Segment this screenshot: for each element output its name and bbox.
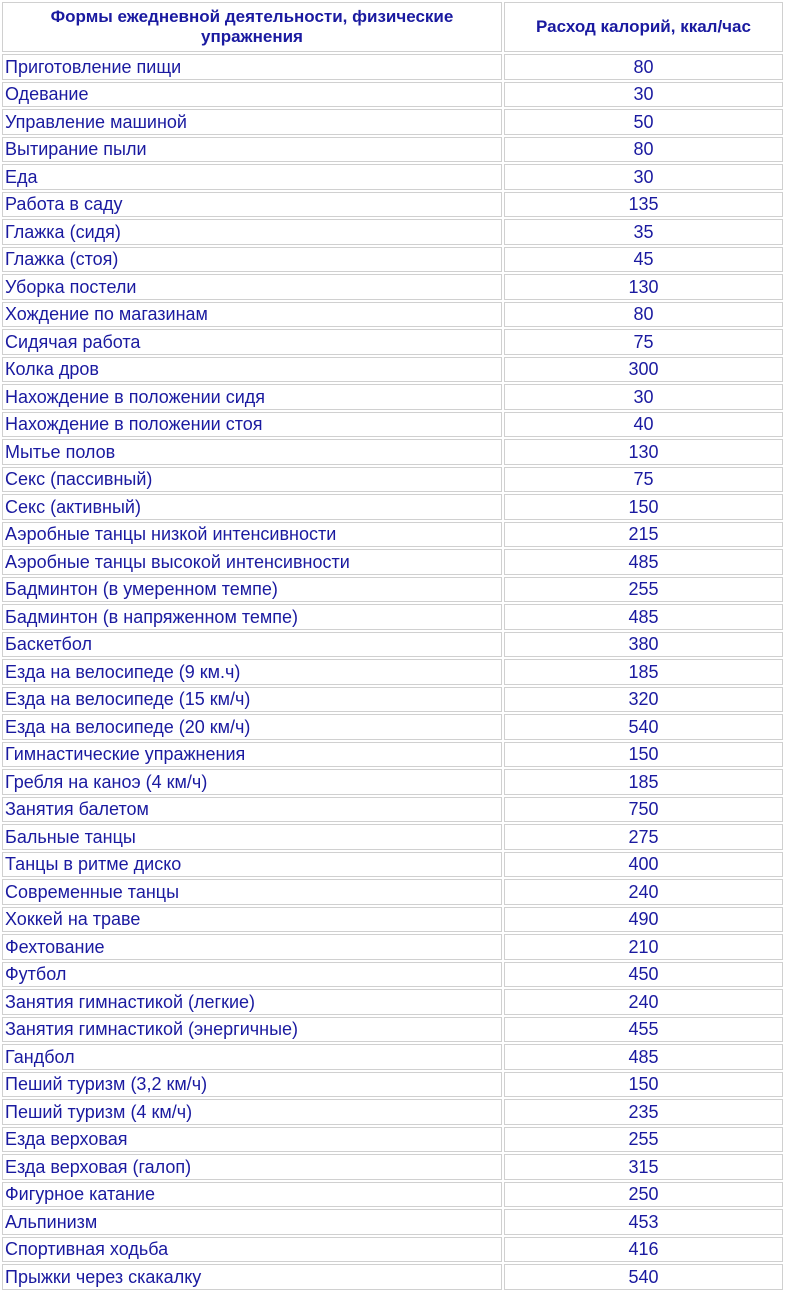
table-body	[2, 54, 783, 1290]
calories-cell: 540	[504, 714, 783, 740]
calories-cell: 80	[504, 302, 783, 328]
calories-cell: 255	[504, 577, 783, 603]
activity-cell: Уборка постели	[2, 274, 502, 300]
calories-cell: 485	[504, 549, 783, 575]
activity-cell: Аэробные танцы низкой интенсивности	[2, 522, 502, 548]
activity-cell: Фехтование	[2, 934, 502, 960]
table-row	[2, 329, 783, 355]
activity-cell: Хождение по магазинам	[2, 302, 502, 328]
calories-cell: 50	[504, 109, 783, 135]
table-row	[2, 907, 783, 933]
calories-cell: 540	[504, 1264, 783, 1290]
calories-cell: 30	[504, 82, 783, 108]
table-row	[2, 742, 783, 768]
table-row	[2, 797, 783, 823]
activity-cell: Нахождение в положении сидя	[2, 384, 502, 410]
table-row	[2, 1127, 783, 1153]
table-row	[2, 1044, 783, 1070]
table-row	[2, 137, 783, 163]
activity-cell: Езда на велосипеде (15 км/ч)	[2, 687, 502, 713]
activity-column-header: Формы ежедневной деятельности, физические упражнения	[2, 2, 502, 52]
activity-cell: Бадминтон (в напряженном темпе)	[2, 604, 502, 630]
header-row	[2, 2, 783, 52]
activity-cell: Аэробные танцы высокой интенсивности	[2, 549, 502, 575]
activity-cell: Вытирание пыли	[2, 137, 502, 163]
activity-cell: Езда на велосипеде (20 км/ч)	[2, 714, 502, 740]
calories-cell: 215	[504, 522, 783, 548]
activity-cell: Занятия балетом	[2, 797, 502, 823]
activity-cell: Приготовление пищи	[2, 54, 502, 80]
activity-cell: Гандбол	[2, 1044, 502, 1070]
activity-cell: Езда верховая (галоп)	[2, 1154, 502, 1180]
activity-cell: Колка дров	[2, 357, 502, 383]
calories-cell: 455	[504, 1017, 783, 1043]
table-row	[2, 467, 783, 493]
activity-cell: Езда верховая	[2, 1127, 502, 1153]
calories-cell: 400	[504, 852, 783, 878]
activity-cell: Пеший туризм (3,2 км/ч)	[2, 1072, 502, 1098]
activity-cell: Бадминтон (в умеренном темпе)	[2, 577, 502, 603]
table-row	[2, 1017, 783, 1043]
activity-cell: Баскетбол	[2, 632, 502, 658]
table-row	[2, 769, 783, 795]
calories-cell: 255	[504, 1127, 783, 1153]
table-row	[2, 219, 783, 245]
activity-cell: Гребля на каноэ (4 км/ч)	[2, 769, 502, 795]
table-row	[2, 632, 783, 658]
calories-cell: 453	[504, 1209, 783, 1235]
activity-cell: Глажка (сидя)	[2, 219, 502, 245]
activity-cell: Прыжки через скакалку	[2, 1264, 502, 1290]
activity-cell: Пеший туризм (4 км/ч)	[2, 1099, 502, 1125]
calories-cell: 240	[504, 879, 783, 905]
table-row	[2, 1099, 783, 1125]
activity-cell: Глажка (стоя)	[2, 247, 502, 273]
activity-cell: Хоккей на траве	[2, 907, 502, 933]
table-row	[2, 274, 783, 300]
table-row	[2, 962, 783, 988]
table-row	[2, 384, 783, 410]
table-row	[2, 522, 783, 548]
calories-cell: 40	[504, 412, 783, 438]
calories-cell: 450	[504, 962, 783, 988]
calories-cell: 250	[504, 1182, 783, 1208]
calories-cell: 485	[504, 1044, 783, 1070]
calories-cell: 210	[504, 934, 783, 960]
activity-cell: Нахождение в положении стоя	[2, 412, 502, 438]
activity-cell: Езда на велосипеде (9 км.ч)	[2, 659, 502, 685]
calories-cell: 80	[504, 54, 783, 80]
table-row	[2, 439, 783, 465]
calories-cell: 275	[504, 824, 783, 850]
table-row	[2, 577, 783, 603]
activity-cell: Футбол	[2, 962, 502, 988]
calories-cell: 380	[504, 632, 783, 658]
calories-cell: 135	[504, 192, 783, 218]
table-row	[2, 54, 783, 80]
calories-cell: 30	[504, 384, 783, 410]
table-row	[2, 879, 783, 905]
table-row	[2, 247, 783, 273]
table-row	[2, 302, 783, 328]
calories-cell: 80	[504, 137, 783, 163]
table-row	[2, 1237, 783, 1263]
activity-cell: Современные танцы	[2, 879, 502, 905]
table-row	[2, 934, 783, 960]
activity-cell: Бальные танцы	[2, 824, 502, 850]
activity-cell: Работа в саду	[2, 192, 502, 218]
table-row	[2, 659, 783, 685]
activity-cell: Спортивная ходьба	[2, 1237, 502, 1263]
calories-cell: 35	[504, 219, 783, 245]
calories-cell: 45	[504, 247, 783, 273]
table-row	[2, 714, 783, 740]
activity-cell: Сидячая работа	[2, 329, 502, 355]
calories-cell: 235	[504, 1099, 783, 1125]
calories-cell: 30	[504, 164, 783, 190]
table-row	[2, 192, 783, 218]
calories-cell: 490	[504, 907, 783, 933]
table-row	[2, 1072, 783, 1098]
calories-cell: 320	[504, 687, 783, 713]
table-row	[2, 412, 783, 438]
table-row	[2, 164, 783, 190]
activity-cell: Альпинизм	[2, 1209, 502, 1235]
activity-cell: Еда	[2, 164, 502, 190]
activity-cell: Управление машиной	[2, 109, 502, 135]
calories-cell: 75	[504, 329, 783, 355]
activity-cell: Мытье полов	[2, 439, 502, 465]
calories-column-header: Расход калорий, ккал/час	[504, 2, 783, 52]
calories-cell: 240	[504, 989, 783, 1015]
table-row	[2, 549, 783, 575]
calories-cell: 185	[504, 769, 783, 795]
calories-cell: 185	[504, 659, 783, 685]
activity-cell: Секс (активный)	[2, 494, 502, 520]
activity-cell: Фигурное катание	[2, 1182, 502, 1208]
table-row	[2, 1264, 783, 1290]
table-row	[2, 494, 783, 520]
calories-cell: 75	[504, 467, 783, 493]
table-row	[2, 824, 783, 850]
calories-cell: 130	[504, 274, 783, 300]
calories-cell: 300	[504, 357, 783, 383]
table-row	[2, 357, 783, 383]
activity-cell: Занятия гимнастикой (энергичные)	[2, 1017, 502, 1043]
table-row	[2, 852, 783, 878]
calories-cell: 416	[504, 1237, 783, 1263]
calories-cell: 150	[504, 494, 783, 520]
calories-cell: 130	[504, 439, 783, 465]
table-row	[2, 604, 783, 630]
table-row	[2, 109, 783, 135]
table-row	[2, 687, 783, 713]
activity-cell: Секс (пассивный)	[2, 467, 502, 493]
activity-cell: Занятия гимнастикой (легкие)	[2, 989, 502, 1015]
table-row	[2, 1154, 783, 1180]
activity-cell: Гимнастические упражнения	[2, 742, 502, 768]
table-row	[2, 1209, 783, 1235]
calories-cell: 150	[504, 1072, 783, 1098]
activity-cell: Одевание	[2, 82, 502, 108]
table-row	[2, 989, 783, 1015]
calories-cell: 315	[504, 1154, 783, 1180]
table-row	[2, 1182, 783, 1208]
activity-cell: Танцы в ритме диско	[2, 852, 502, 878]
calories-cell: 485	[504, 604, 783, 630]
table-row	[2, 82, 783, 108]
calories-cell: 750	[504, 797, 783, 823]
calories-cell: 150	[504, 742, 783, 768]
